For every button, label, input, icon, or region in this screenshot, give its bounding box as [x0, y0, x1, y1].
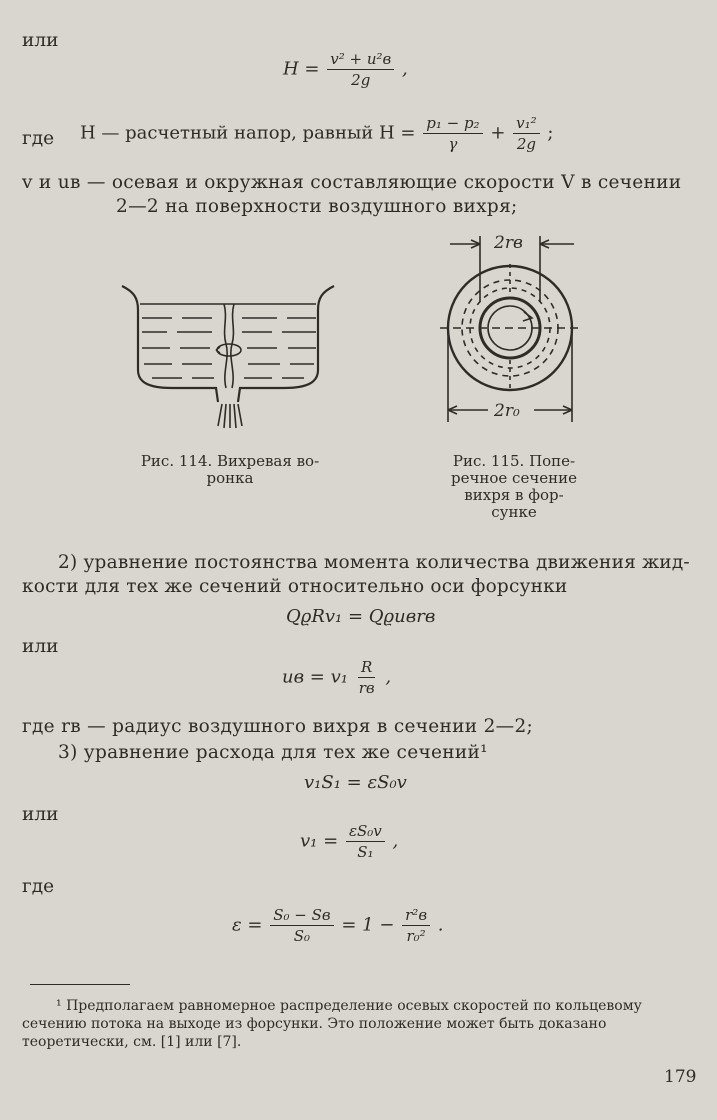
footnote-line-1: ¹ Предполагаем равномерное распределение осевых скоростей по кольцевому [56, 998, 642, 1014]
figure-115-label-2r0: 2r₀ [494, 401, 520, 421]
eq-H-num: v² + u²в [327, 50, 394, 70]
eq-H-lhs: H = [283, 58, 320, 80]
eq-H-den: 2g [351, 71, 371, 89]
item-2-line-1: 2) уравнение постоянства момента количества движения жид- [58, 552, 690, 573]
figure-114-caption: Рис. 114. Вихревая во- ронка [140, 452, 320, 487]
word-or: или [22, 30, 59, 51]
equation-v1 [300, 822, 398, 861]
where-H-den2: 2g [516, 135, 536, 153]
figure-115-label-2rv: 2rв [494, 233, 523, 253]
eq-eps-num: S₀ − Sв [270, 906, 333, 926]
footnote-rule [30, 984, 130, 985]
eq-u-den: rв [358, 679, 375, 697]
page-number: 179 [664, 1067, 697, 1087]
equation-H [283, 50, 408, 89]
where-H-num2: v₁² [513, 114, 540, 134]
eq-eps-den2: r₀² [406, 927, 426, 945]
item-2-line-2: кости для тех же сечений относительно оси форсунки [22, 576, 568, 597]
footnote-line-3: теоретически, см. [1] или [7]. [22, 1034, 242, 1050]
word-or-3: или [22, 804, 59, 825]
eq-eps-tail: . [437, 914, 444, 936]
eq-eps-num2: r²в [402, 906, 430, 926]
eq-v1-tail: , [392, 830, 399, 852]
figure-115-cross-section [436, 230, 596, 425]
eq-u-lhs: uв = v₁ [282, 666, 348, 688]
eq-eps-den: S₀ [293, 927, 311, 945]
item-3-line: 3) уравнение расхода для тех же сечений¹ [58, 742, 488, 763]
velocity-def-line-1: v и uв — осевая и окружная составляющие скорости V в сечении [22, 172, 682, 193]
eq-eps-mid: = 1 − [341, 914, 395, 936]
footnote-line-2: сечению потока на выходе из форсунки. Это положение может быть доказано [22, 1016, 607, 1032]
where-H-num: p₁ − p₂ [423, 114, 482, 134]
where-r-line: где rв — радиус воздушного вихря в сечении 2—2; [22, 716, 534, 737]
equation-H-definition [80, 114, 553, 153]
equation-u [282, 658, 391, 697]
eq-v1-lhs: v₁ = [300, 830, 339, 852]
velocity-def-line-2: 2—2 на поверхности воздушного вихря; [116, 196, 518, 217]
where-H-tail: ; [547, 122, 554, 144]
eq-eps-lhs: ε = [232, 914, 263, 936]
where-H-den: γ [448, 135, 458, 153]
equation-epsilon [232, 906, 444, 945]
where-H-text: H — расчетный напор, равный H = [80, 122, 416, 144]
eq-v1-den: S₁ [357, 843, 374, 861]
figure-115-caption: Рис. 115. Попе- речное сечение вихря в фор- сунке [450, 452, 577, 521]
where-H-plus: + [490, 122, 506, 144]
equation-flow: v₁S₁ = εS₀v [304, 772, 407, 793]
where-label: где [22, 128, 55, 149]
figure-114-vortex-funnel [112, 278, 344, 433]
eq-u-num: R [358, 658, 375, 678]
eq-H-tail: , [401, 58, 408, 80]
word-or-2: или [22, 636, 59, 657]
eq-u-tail: , [385, 666, 392, 688]
where-label-2: где [22, 876, 55, 897]
eq-v1-num: εS₀v [346, 822, 385, 842]
equation-moment: QϱRv₁ = Qϱuвrв [286, 606, 436, 627]
